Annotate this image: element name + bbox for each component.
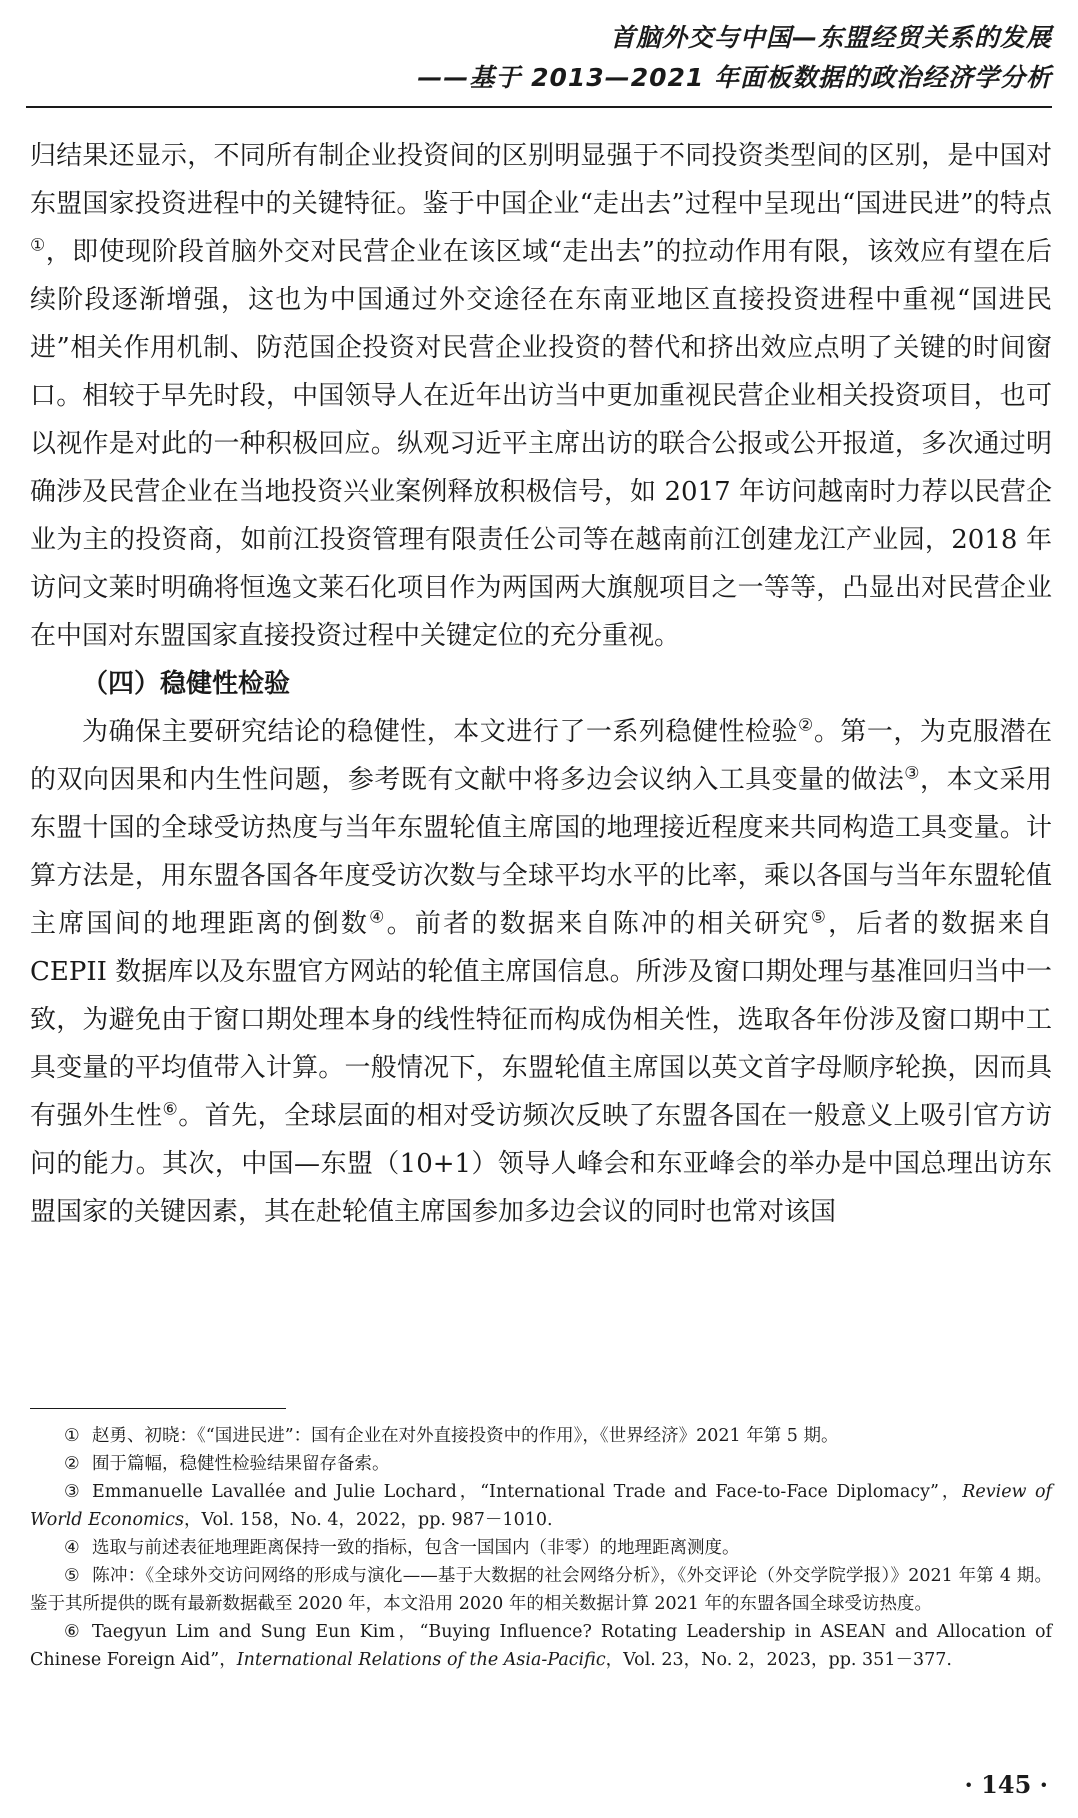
running-header	[417, 18, 1052, 98]
footnote-mark: ⑥	[64, 1622, 80, 1642]
footnotes	[30, 1422, 1052, 1674]
footnote-mark: ①	[64, 1426, 80, 1446]
body-text	[30, 132, 1052, 1236]
footnote-item: ④ 选取与前述表征地理距离保持一致的指标，包含一国国内（非零）的地理距离测度。	[30, 1534, 1052, 1562]
journal-title: International Relations of the Asia-Pacific	[236, 1650, 606, 1670]
footnote-mark: ③	[64, 1482, 80, 1502]
journal-title: Review of World Economics	[30, 1482, 1052, 1530]
footnote-rule	[30, 1408, 286, 1409]
footnote-ref-1[interactable]: ①	[30, 235, 46, 256]
header-rule	[26, 106, 1052, 108]
footnote-mark: ②	[64, 1454, 80, 1474]
footnote-ref-6[interactable]: ⑥	[162, 1099, 179, 1120]
footnote-item: ① 赵勇、初晓：《“国进民进”：国有企业在对外直接投资中的作用》，《世界经济》2021 年第 5 期。	[30, 1422, 1052, 1450]
header-title-line2: ——基于 2013—2021 年面板数据的政治经济学分析	[417, 63, 1052, 92]
footnote-item: ③ Emmanuelle Lavallée and Julie Lochard，“International Trade and Face-to-Face Diplomacy”，Review of World Economics，Vol. 158，No. 4，2022，pp. 987－1010.	[30, 1478, 1052, 1534]
paragraph-robustness: 为确保主要研究结论的稳健性，本文进行了一系列稳健性检验②。第一，为克服潜在的双向因果和内生性问题，参考既有文献中将多边会议纳入工具变量的做法③，本文采用东盟十国的全球受访热度与当年东盟轮值主席国的地理接近程度来共同构造工具变量。计算方法是，用东盟各国各年度受访次数与全球平均水平的比率，乘以各国与当年东盟轮值主席国间的地理距离的倒数④。前者的数据来自陈冲的相关研究⑤，后者的数据来自 CEPII 数据库以及东盟官方网站的轮值主席国信息。所涉及窗口期处理与基准回归当中一致，为避免由于窗口期处理本身的线性特征而构成伪相关性，选取各年份涉及窗口期中工具变量的平均值带入计算。一般情况下，东盟轮值主席国以英文首字母顺序轮换，因而具有强外生性⑥。首先，全球层面的相对受访频次反映了东盟各国在一般意义上吸引官方访问的能力。其次，中国—东盟（10+1）领导人峰会和东亚峰会的举办是中国总理出访东盟国家的关键因素，其在赴轮值主席国参加多边会议的同时也常对该国	[30, 715, 1052, 1227]
footnote-item: ② 囿于篇幅，稳健性检验结果留存备索。	[30, 1450, 1052, 1478]
header-title-line1: 首脑外交与中国—东盟经贸关系的发展	[609, 23, 1052, 52]
paragraph-continued: 归结果还显示，不同所有制企业投资间的区别明显强于不同投资类型间的区别，是中国对东盟国家投资进程中的关键特征。鉴于中国企业“走出去”过程中呈现出“国进民进”的特点①，即使现阶段首脑外交对民营企业在该区域“走出去”的拉动作用有限，该效应有望在后续阶段逐渐增强，这也为中国通过外交途径在东南亚地区直接投资进程中重视“国进民进”相关作用机制、防范国企投资对民营企业投资的替代和挤出效应点明了关键的时间窗口。相较于早先时段，中国领导人在近年出访当中更加重视民营企业相关投资项目，也可以视作是对此的一种积极回应。纵观习近平主席出访的联合公报或公开报道，多次通过明确涉及民营企业在当地投资兴业案例释放积极信号，如 2017 年访问越南时力荐以民营企业为主的投资商，如前江投资管理有限责任公司等在越南前江创建龙江产业园，2018 年访问文莱时明确将恒逸文莱石化项目作为两国两大旗舰项目之一等等，凸显出对民营企业在中国对东盟国家直接投资过程中关键定位的充分重视。	[30, 141, 1052, 651]
footnote-mark: ④	[64, 1538, 80, 1558]
section-heading: （四）稳健性检验	[82, 669, 291, 699]
footnote-ref-2[interactable]: ②	[798, 715, 814, 736]
footnote-item: ⑤ 陈冲：《全球外交访问网络的形成与演化——基于大数据的社会网络分析》，《外交评论（外交学院学报）》2021 年第 4 期。鉴于其所提供的既有最新数据截至 2020 年，本文沿用 2020 年的相关数据计算 2021 年的东盟各国全球受访热度。	[30, 1562, 1052, 1618]
footnote-item: ⑥ Taegyun Lim and Sung Eun Kim，“Buying Influence? Rotating Leadership in ASEAN and Allocation of Chinese Foreign Aid”，International Relations of the Asia-Pacific，Vol. 23，No. 2，2023，pp. 351－377.	[30, 1618, 1052, 1674]
page-number: · 145 ·	[964, 1770, 1048, 1799]
footnote-ref-3[interactable]: ③	[904, 763, 920, 784]
footnote-ref-5[interactable]: ⑤	[810, 907, 829, 928]
footnote-mark: ⑤	[64, 1566, 80, 1586]
footnote-ref-4[interactable]: ④	[369, 907, 387, 928]
